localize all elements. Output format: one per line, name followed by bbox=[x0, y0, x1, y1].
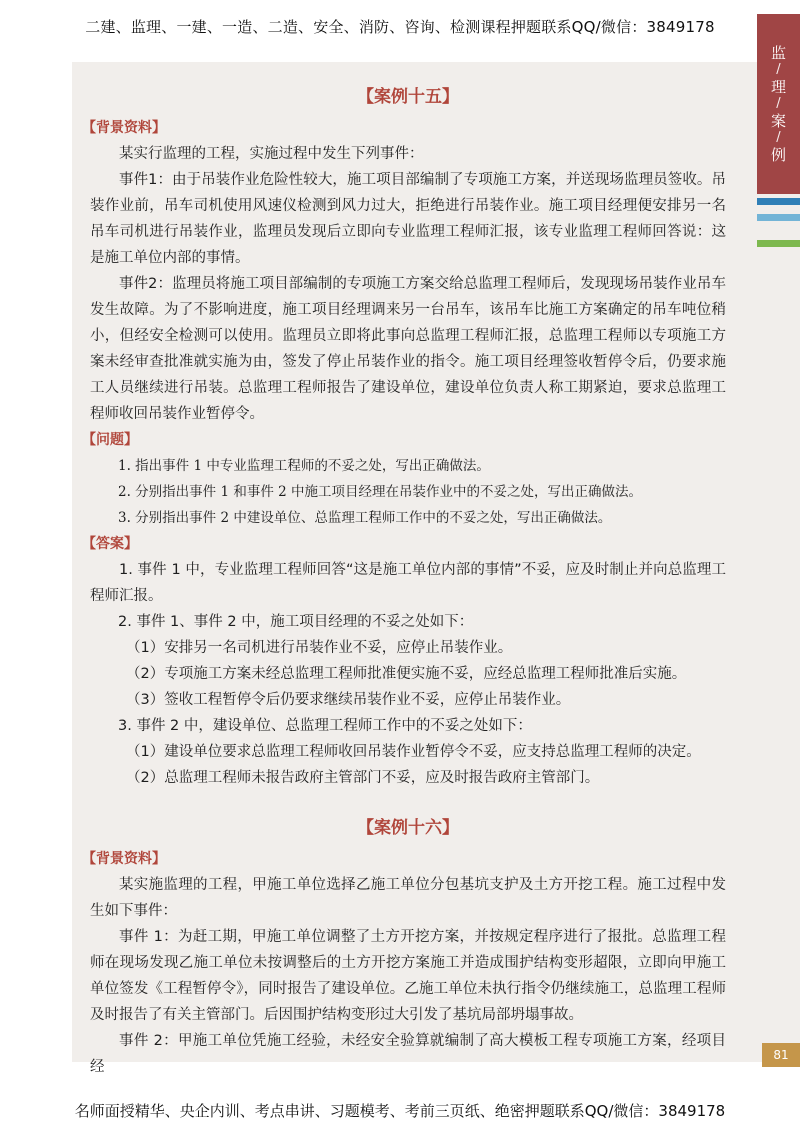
case15-intro: 某实行监理的工程，实施过程中发生下列事件： bbox=[119, 146, 424, 162]
side-tab-separator: / bbox=[776, 130, 781, 145]
side-tab-char: 理 bbox=[770, 78, 786, 96]
case15-answer3-item: （1）建设单位要求总监理工程师收回吊装作业暂停令不妥，应支持总监理工程师的决定。 bbox=[126, 744, 701, 760]
decor-stripe-lightblue bbox=[757, 214, 800, 221]
header-banner: 二建、监理、一建、一造、二造、安全、消防、咨询、检测课程押题联系QQ/微信：3849178 bbox=[85, 17, 715, 36]
side-tab-separator: / bbox=[776, 62, 781, 77]
case15-answer2-head: 2. 事件 1、事件 2 中，施工项目经理的不妥之处如下： bbox=[118, 614, 474, 630]
case15-answer2-item: （3）签收工程暂停令后仍要求继续吊装作业不妥，应停止吊装作业。 bbox=[126, 692, 571, 708]
case15-event2: 事件2：监理员将施工项目部编制的专项施工方案交给总监理工程师后，发现现场吊装作业吊车发生故障。为了不影响进度，施工项目经理调来另一台吊车，该吊车比施工方案确定的吊车吨位稍小，但经安全检测可以使用。监理员立即将此事向总监理工程师汇报，总监理工程师以专项施工方案未经审查批准就实施为由，签发了停止吊装作业的指令。施工项目经理签收暂停令后，仍要求施工人员继续进行吊装。总监理工程师报告了建设单位，建设单位负责人称工期紧迫，要求总监理工程师收回吊装作业暂停令。 bbox=[90, 276, 726, 422]
decor-stripe-green bbox=[757, 240, 800, 247]
case16-event2: 事件 2：甲施工单位凭施工经验，未经安全验算就编制了高大模板工程专项施工方案，经项目经 bbox=[90, 1033, 726, 1075]
page-number: 81 bbox=[762, 1043, 800, 1067]
document-content bbox=[82, 60, 726, 1080]
case16-event1: 事件 1：为赶工期，甲施工单位调整了土方开挖方案，并按规定程序进行了报批。总监理工程师在现场发现乙施工单位未按调整后的土方开挖方案施工并造成围护结构变形超限，立即向甲施工单位签发《工程暂停令》，同时报告了建设单位。乙施工单位未执行指令仍继续施工，总监理工程师及时报告了有关主管部门。后因围护结构变形过大引发了基坑局部坍塌事故。 bbox=[90, 929, 726, 1023]
side-tab-separator: / bbox=[776, 96, 781, 111]
case15-question-label: 【问题】 bbox=[82, 432, 138, 448]
case15-answer-label: 【答案】 bbox=[82, 536, 138, 552]
decor-stripe-blue bbox=[757, 198, 800, 205]
case15-answer1: 1. 事件 1 中，专业监理工程师回答“这是施工单位内部的事情”不妥，应及时制止并向总监理工程师汇报。 bbox=[90, 562, 726, 604]
case15-background-label: 【背景资料】 bbox=[82, 120, 166, 136]
case15-event1: 事件1：由于吊装作业危险性较大，施工项目部编制了专项施工方案，并送现场监理员签收。吊装作业前，吊车司机使用风速仪检测到风力过大，拒绝进行吊装作业。施工项目经理便安排另一名吊车司机进行吊装作业，监理员发现后立即向专业监理工程师汇报，该专业监理工程师回答说：这是施工单位内部的事情。 bbox=[90, 172, 726, 266]
side-tab-char: 监 bbox=[770, 44, 786, 62]
case16-intro: 某实施监理的工程，甲施工单位选择乙施工单位分包基坑支护及土方开挖工程。施工过程中发生如下事件： bbox=[90, 877, 726, 919]
case16-title: 【案例十六】 bbox=[357, 818, 459, 838]
case15-question: 1. 指出事件 1 中专业监理工程师的不妥之处，写出正确做法。 bbox=[118, 458, 490, 474]
case15-answer2-item: （1）安排另一名司机进行吊装作业不妥，应停止吊装作业。 bbox=[126, 640, 513, 656]
case15-question: 2. 分别指出事件 1 和事件 2 中施工项目经理在吊装作业中的不妥之处，写出正确做法。 bbox=[118, 484, 643, 500]
chapter-side-tab bbox=[757, 14, 800, 194]
case16-background-label: 【背景资料】 bbox=[82, 851, 166, 867]
case15-answer3-head: 3. 事件 2 中，建设单位、总监理工程师工作中的不妥之处如下： bbox=[118, 718, 532, 734]
case15-title: 【案例十五】 bbox=[357, 87, 459, 107]
side-tab-char: 案 bbox=[770, 112, 786, 130]
side-tab-char: 例 bbox=[770, 146, 786, 164]
case15-question: 3. 分别指出事件 2 中建设单位、总监理工程师工作中的不妥之处，写出正确做法。 bbox=[118, 510, 612, 526]
case15-answer2-item: （2）专项施工方案未经总监理工程师批准便实施不妥，应经总监理工程师批准后实施。 bbox=[126, 666, 687, 682]
footer-banner: 名师面授精华、央企内训、考点串讲、习题模考、考前三页纸、绝密押题联系QQ/微信：3849178 bbox=[74, 1101, 726, 1120]
case15-answer3-item: （2）总监理工程师未报告政府主管部门不妥，应及时报告政府主管部门。 bbox=[126, 770, 600, 786]
